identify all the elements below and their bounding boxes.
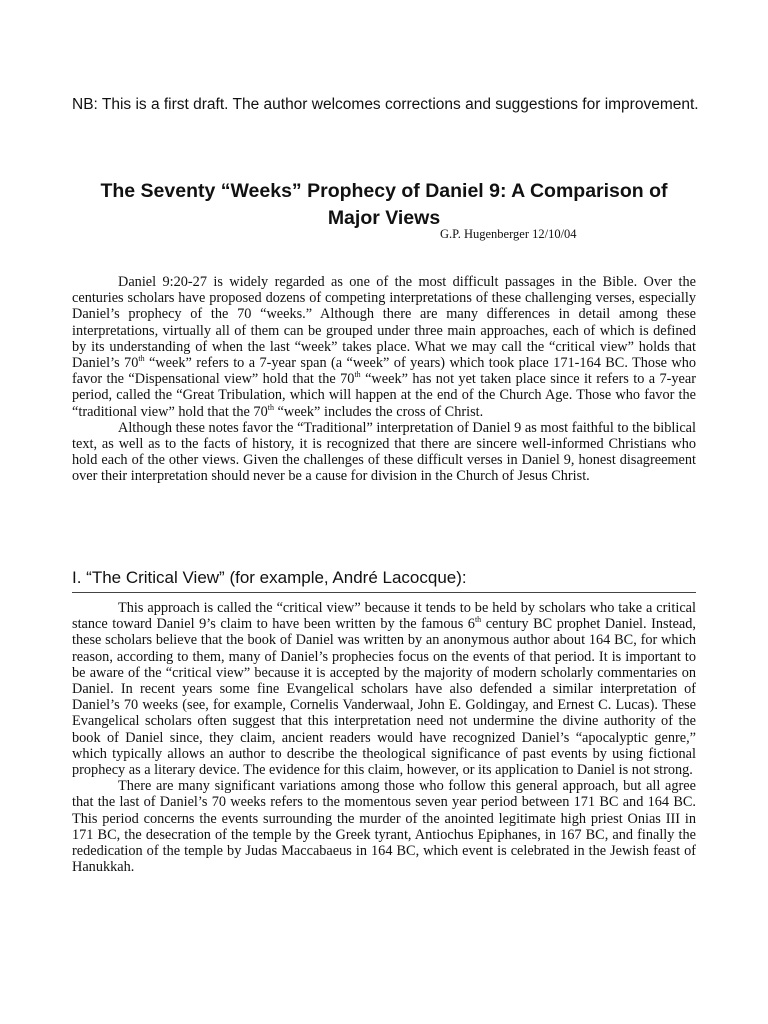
cv-p1-text-a: This approach is called the “critical view” because it tends to be held by scholars who take a critical stance toward Daniel 9’s claim to have been written by the famous 6 xyxy=(72,600,696,633)
intro-paragraph-2: Although these notes favor the “Traditional” interpretation of Daniel 9 as most faithful to the biblical text, as well as to the facts of history, it is recognized that there are sincere well-informed Christians who hold each of the other views. Given the challenges of these difficult verses in Daniel 9, honest disagreement over their interpretation should never be a cause for division in the Church of Jesus Christ. xyxy=(72,419,696,485)
critical-view-paragraph-1 xyxy=(72,600,696,778)
critical-view-paragraph-2: There are many significant variations among those who follow this general approach, but all agree that the last of Daniel’s 70 weeks refers to the momentous seven year period between 171 BC and 164 BC. This period concerns the events surrounding the murder of the anointed legitimate high priest Onias III in 171 BC, the desecration of the temple by the Greek tyrant, Antiochus Epiphanes, in 167 BC, and finally the rededication of the temple by Judas Maccabaeus in 164 BC, which event is celebrated in the Jewish feast of Hanukkah. xyxy=(72,778,696,876)
intro-section xyxy=(72,274,696,485)
critical-view-section xyxy=(72,600,696,875)
section-heading-critical-view: I. “The Critical View” (for example, André Lacocque): xyxy=(72,568,467,587)
cv-p1-sup: th xyxy=(474,615,482,625)
author-byline: G.P. Hugenberger 12/10/04 xyxy=(440,227,577,241)
intro-p1-sup-2: th xyxy=(354,370,361,380)
intro-paragraph-1 xyxy=(72,274,696,420)
cv-p1-text-b: century BC prophet Daniel. Instead, these scholars believe that the book of Daniel was written by an anonymous author about 164 BC, for which reason, according to them, many of Daniel’s prophecies focus on the events of that period. It is important to be aware of the “critical view” because it is accepted by the majority of modern scholarly commentaries on Daniel. In recent years some fine Evangelical scholars have also defended a similar interpretation of Daniel’s 70 weeks (see, for example, Cornelis Vanderwaal, John E. Goldingay, and Ernest C. Lucas). These Evangelical scholars often suggest that this interpretation need not undermine the divine authority of the book of Daniel since, they claim, ancient readers would have recognized Daniel’s “apocalyptic genre,” which typically allows an author to describe the theological significance of past events by using fictional prophecy as a literary device. The evidence for this claim, however, or its application to Daniel is not strong. xyxy=(72,616,696,779)
intro-p1-text-a: Daniel 9:20-27 is widely regarded as one of the most difficult passages in the Bible. Over the centuries scholars have proposed dozens of competing interpretations of these challenging verses, especially Daniel’s prophecy of the 70 “weeks.” Although there are many differences in detail among these interpretations, virtually all of them can be grouped under three main approaches, each of which is defined by its understanding of when the last “week” takes place. What we may call the “critical view” holds that Daniel’s 70 xyxy=(72,274,696,372)
document-title: The Seventy “Weeks” Prophecy of Daniel 9: A Comparison of Major Views xyxy=(100,180,668,229)
intro-p1-text-c: “week” has not yet taken place since it refers to a 7-year period, called the “Great Tribulation, which will happen at the end of the Church Age. Those who favor the “traditional view” hold that the 70 xyxy=(72,371,696,420)
intro-p1-sup-1: th xyxy=(138,354,145,364)
intro-p1-sup-3: th xyxy=(267,402,274,412)
intro-p1-text-b: “week” refers to a 7-year span (a “week” of years) which took place 171-164 BC. Those who favor the “Dispensational view” hold that the 70 xyxy=(72,355,697,388)
heading-underline xyxy=(72,592,696,593)
intro-p1-text-d: “week” includes the cross of Christ. xyxy=(273,403,484,420)
draft-note: NB: This is a first draft. The author welcomes corrections and suggestions for improvement. xyxy=(72,96,699,113)
